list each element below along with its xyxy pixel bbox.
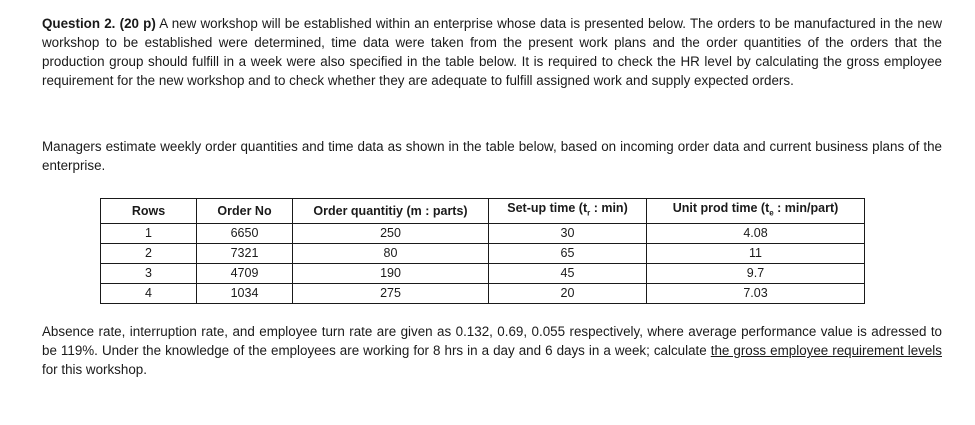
cell-unit: 9.7 [647, 263, 865, 283]
question-text: A new workshop will be established within an enterprise whose data is presented below. The orders to be manufactured in the new workshop to be established were determined, time data were taken from the present work plans and the order quantities of the orders that the production group should fulfill in a week were also specified in the table below. It is required to check the HR level by calculating the gross employee requirement for the new workshop and to check whether they are adequate to fulfill assigned work and supply expected orders. [42, 16, 942, 88]
cell-row: 3 [101, 263, 197, 283]
header-unit-prod-time: Unit prod time ($t_e$ : min/part) [647, 199, 865, 224]
table-row [101, 223, 865, 243]
cell-setup: 30 [489, 223, 647, 243]
header-setup-time: Set-up time ($t_r$ : min) [489, 199, 647, 224]
cell-setup: 20 [489, 283, 647, 303]
intro-paragraph: Managers estimate weekly order quantities and time data as shown in the table below, based on incoming order data and current business plans of the enterprise. [42, 139, 942, 173]
cell-row: 2 [101, 243, 197, 263]
cell-unit: 4.08 [647, 223, 865, 243]
table-row [101, 263, 865, 283]
cell-quantity: 190 [293, 263, 489, 283]
cell-order-no: 6650 [197, 223, 293, 243]
table-row [101, 283, 865, 303]
cell-row: 1 [101, 223, 197, 243]
question-label: Question 2. (20 p) [42, 16, 156, 31]
cell-quantity: 275 [293, 283, 489, 303]
header-quantity: Order quantitiy (m : parts) [293, 199, 489, 224]
cell-quantity: 80 [293, 243, 489, 263]
cell-row: 4 [101, 283, 197, 303]
cell-setup: 65 [489, 243, 647, 263]
question-paragraph [42, 14, 942, 90]
table-header-row [101, 199, 865, 224]
cell-setup: 45 [489, 263, 647, 283]
cell-unit: 11 [647, 243, 865, 263]
cell-order-no: 4709 [197, 263, 293, 283]
closing-text: Absence rate, interruption rate, and employee turn rate are given as 0.132, 0.69, 0.055 respectively, where average performance value is adressed to be 119%. Under the knowledge of the employees are working for 8 hrs in a day and 6 days in a week; calculate [42, 324, 942, 358]
cell-order-no: 7321 [197, 243, 293, 263]
header-order-no: Order No [197, 199, 293, 224]
closing-end-text: for this workshop. [42, 362, 147, 377]
cell-unit: 7.03 [647, 283, 865, 303]
closing-paragraph [42, 322, 942, 379]
closing-underlined-text: the gross employee requirement levels [710, 343, 942, 358]
cell-order-no: 1034 [197, 283, 293, 303]
orders-table [100, 198, 865, 304]
cell-quantity: 250 [293, 223, 489, 243]
table-row [101, 243, 865, 263]
header-rows: Rows [101, 199, 197, 224]
